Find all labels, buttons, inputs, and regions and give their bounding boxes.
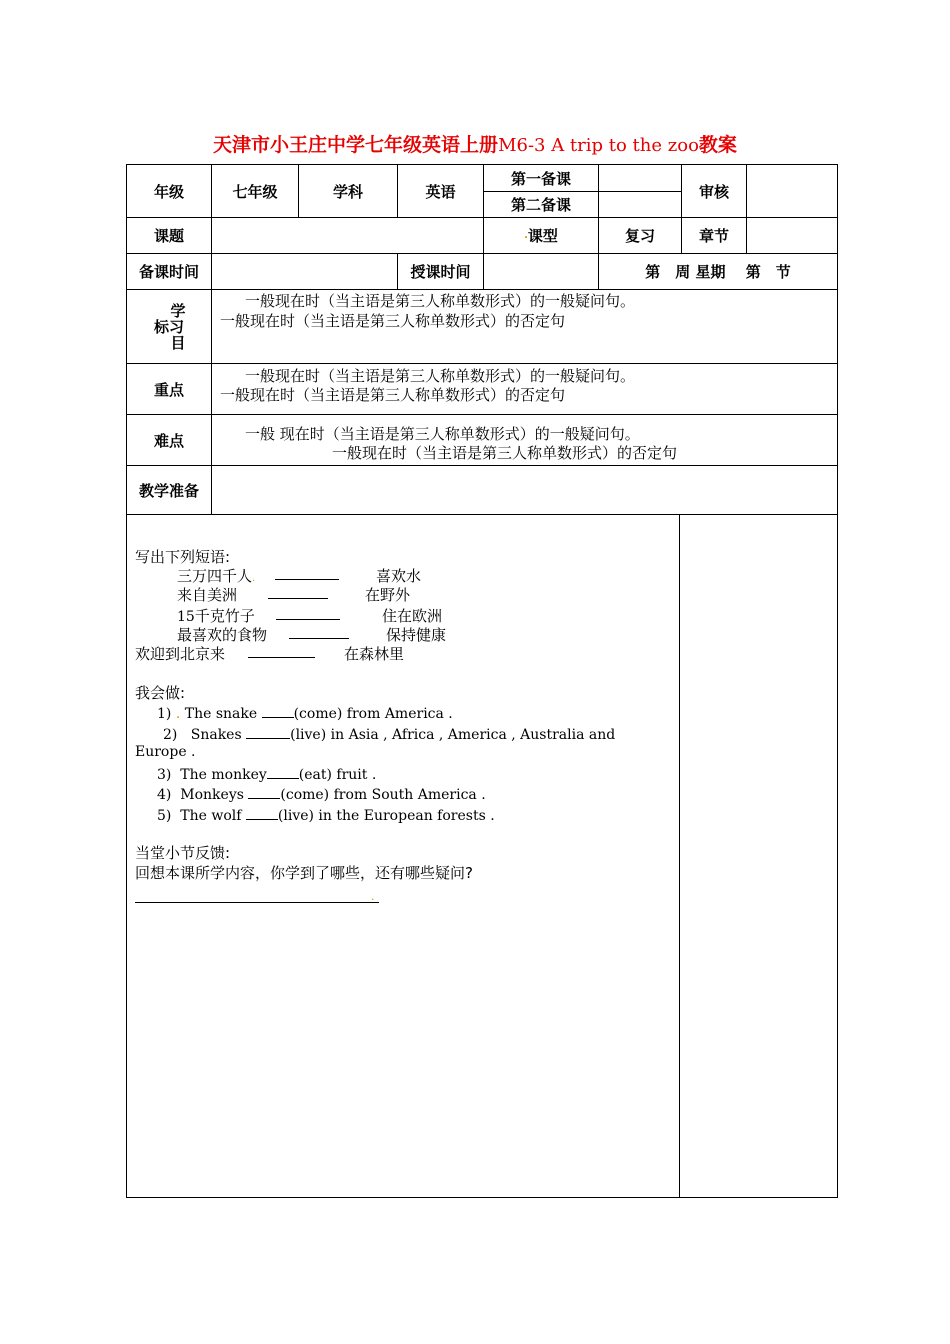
title-suffix: 教案	[698, 134, 737, 156]
answer-blank[interactable]	[248, 643, 315, 658]
phrase-item: 在野外	[365, 586, 411, 604]
phrases-heading: 写出下列短语:	[135, 548, 231, 566]
feedback-answer-line[interactable]	[135, 902, 379, 903]
subject-label: 学科	[332, 182, 363, 201]
answer-blank[interactable]	[289, 624, 349, 639]
phrase-item: 住在欧洲	[382, 607, 443, 625]
page-title	[0, 130, 950, 157]
answer-blank[interactable]	[268, 584, 328, 599]
answer-blank[interactable]	[262, 703, 294, 718]
answer-blank[interactable]	[246, 724, 290, 739]
phrase-item: 欢迎到北京来	[135, 645, 226, 663]
answer-blank[interactable]	[267, 764, 299, 779]
topic-label: 课题	[153, 227, 184, 245]
teaching-prep-label: 教学准备	[138, 481, 199, 500]
feedback-prompt: 回想本课所学内容，你学到了哪些，还有哪些疑问?	[135, 864, 473, 882]
phrase-item: 来自美洲	[177, 586, 238, 604]
teach-time-label: 授课时间	[410, 263, 471, 281]
answer-blank[interactable]	[276, 605, 340, 620]
phrase-item: 三万四千人.	[177, 567, 256, 585]
difficult-points-label: 难点	[153, 431, 184, 450]
review-label: 审核	[698, 182, 729, 201]
key-line-2: 一般现在时（当主语是第三人称单数形式）的否定句	[220, 386, 566, 404]
exercise-item-continued: Europe .	[135, 744, 196, 760]
lesson-type-label: . 课型	[524, 227, 558, 245]
answer-blank[interactable]	[275, 565, 339, 580]
phrase-item: 喜欢水	[376, 567, 422, 585]
phrase-item: 在森林里	[344, 645, 405, 663]
phrase-item: 15千克竹子	[177, 607, 255, 625]
key-line-1: 一般现在时（当主语是第三人称单数形式）的一般疑问句。	[245, 367, 636, 385]
first-prep-label: 第一备课	[510, 169, 571, 188]
second-prep-label: 第二备课	[510, 196, 571, 214]
key-points-label: 重点	[153, 380, 184, 399]
exercise-heading: 我会做:	[135, 684, 186, 702]
exercise-item: 3) The monkey (eat) fruit .	[157, 764, 376, 783]
answer-blank[interactable]	[248, 784, 280, 799]
exercise-item: 5) The wolf (live) in the European forests .	[157, 805, 495, 824]
chapter-label: 章节	[698, 227, 729, 245]
goals-line-2: 一般现在时（当主语是第三人称单数形式）的否定句	[220, 312, 566, 330]
exercise-item: 2) Snakes (live) in Asia , Africa , America , Australia and	[163, 724, 615, 743]
exercise-item: 1) . The snake (come) from America .	[157, 703, 453, 722]
schedule-text: 第 周 星期 第 节	[645, 263, 791, 281]
prep-time-label: 备课时间	[138, 263, 199, 281]
answer-blank[interactable]	[246, 805, 278, 820]
grade-label: 年级	[153, 182, 184, 201]
goals-label: 学 标习 目	[153, 301, 186, 352]
title-code: M6-3 A trip to the zoo	[498, 135, 699, 156]
decorative-dot: .	[371, 890, 375, 903]
lesson-type-value: 复习	[624, 227, 655, 245]
phrase-item: 最喜欢的食物	[177, 626, 268, 644]
grade-value: 七年级	[232, 182, 278, 201]
subject-value: 英语	[425, 182, 456, 201]
feedback-heading: 当堂小节反馈:	[135, 844, 231, 862]
phrase-item: 保持健康	[386, 626, 447, 644]
goals-line-1: 一般现在时（当主语是第三人称单数形式）的一般疑问句。	[245, 292, 636, 310]
difficult-line-1: 一般 现在时（当主语是第三人称单数形式）的一般疑问句。	[245, 425, 640, 443]
difficult-line-2: 一般现在时（当主语是第三人称单数形式）的否定句	[332, 444, 678, 462]
title-prefix: 天津市小王庄中学七年级英语上册	[213, 134, 499, 156]
exercise-item: 4) Monkeys (come) from South America .	[157, 784, 486, 803]
